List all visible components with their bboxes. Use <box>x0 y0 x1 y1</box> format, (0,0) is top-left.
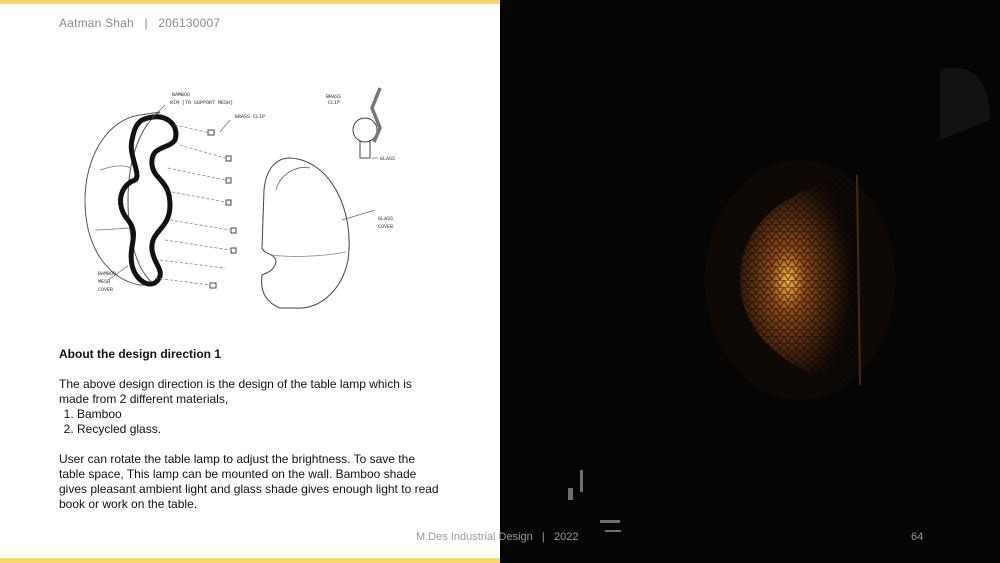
materials-list <box>59 407 439 437</box>
label-glass-cover-2: COVER <box>378 224 394 230</box>
description-text: User can rotate the table lamp to adjust the brightness. To save the table space, This lamp can be mounted on the wall. Bamboo shade gives pleasant ambient light and glass shade gives enough light to read book or work on the table. <box>59 452 439 511</box>
bottom-accent-bar <box>0 558 500 563</box>
label-brass-clip: BRASS CLIP <box>235 114 266 120</box>
page-number: 64 <box>911 531 924 543</box>
label-bamboo-rim: BAMBOO <box>172 92 191 98</box>
label-bamboo-rim-2: RIM (TO SUPPORT MESH) <box>170 100 234 106</box>
label-glass: GLASS <box>380 156 396 162</box>
lamp-photo-illustration <box>500 0 1000 563</box>
author-header: Aatman Shah | 206130007 <box>59 16 221 30</box>
label-brass-clip-top: BRASS <box>326 94 342 100</box>
reflection-glints <box>568 470 621 532</box>
section-body <box>59 377 439 512</box>
material-item: 1. Bamboo <box>77 407 439 422</box>
intro-text: The above design direction is the design of the table lamp which is made from 2 different materials, <box>59 377 412 406</box>
top-accent-bar <box>0 0 500 4</box>
label-bamboo-mesh: BAMBOO <box>98 271 117 277</box>
bamboo-rim <box>121 117 176 284</box>
glass-hole <box>353 118 377 142</box>
label-glass-cover: GLASS <box>378 216 394 222</box>
label-bamboo-mesh-2: MESH <box>98 279 111 285</box>
label-brass-clip-top-2: CLIP <box>328 100 341 106</box>
program-footer: M.Des Industrial Design | 2022 <box>416 531 579 543</box>
lamp-sketch <box>80 80 420 320</box>
clip-guide-lines <box>155 125 230 285</box>
brass-clip-detail <box>372 88 380 142</box>
label-bamboo-mesh-3: COVER <box>98 287 114 293</box>
glass-cover <box>262 158 350 308</box>
section-heading: About the design direction 1 <box>59 347 222 361</box>
brass-clips <box>208 130 236 288</box>
material-item: 2. Recycled glass. <box>77 422 439 437</box>
lamp-photo <box>500 0 1000 563</box>
